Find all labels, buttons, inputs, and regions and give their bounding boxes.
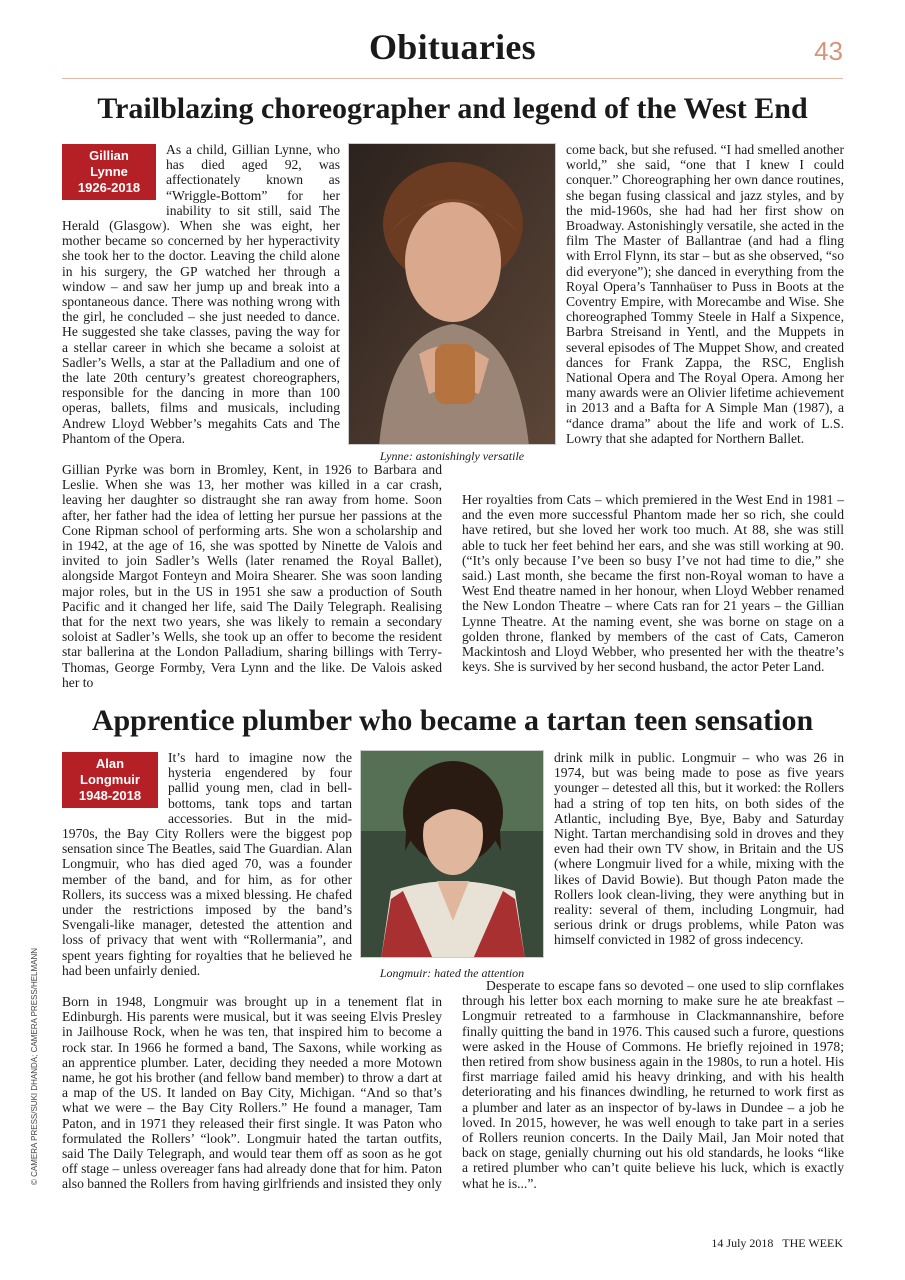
longmuir-portrait-photo bbox=[360, 750, 544, 958]
footer-date: 14 July 2018 bbox=[711, 1236, 774, 1250]
section-title: Obituaries bbox=[368, 27, 536, 67]
header-rule bbox=[62, 78, 843, 79]
footer bbox=[711, 1236, 843, 1251]
article1-photo-caption: Lynne: astonishingly versatile bbox=[379, 449, 525, 463]
badge-surname: Longmuir bbox=[80, 772, 140, 787]
badge-years: 1948-2018 bbox=[78, 788, 142, 803]
article2-paragraph-4: Desperate to escape fans so devoted – one used to slip cornflakes through his letter box each morning to make sure he ate breakfast – Longmuir retreated to a farmhouse in Clackmannanshire, before finally quitting the band in 1976. This caused such a furore, questions were asked in the House of Commons. He briefly rejoined in 1978; then retired from show business again in the 1980s, to run a hotel. His first marriage failed amid his heavy drinking, and with his health deteriorating and his finances dwindling, he returned to work first as a plumber and later as an inspector of by-laws in Dundee – a job he loved. In 2015, however, he was well enough to take part in a series of Rollers reunion concerts. In the Daily Mail, Jan Moir noted that back on stage, genially churning out his old standards, he looks “like a retired plumber who can’t quite believe his luck, which is exactly what he is...”. bbox=[462, 978, 844, 1191]
article2-photo-caption: Longmuir: hated the attention bbox=[379, 966, 525, 980]
article2-paragraph-1: It’s hard to imagine now the hysteria engendered by four pallid young men, clad in bell-bottoms, tank tops and tartan accessories. But in the mid-1970s, the Bay City Rollers were the biggest pop sensation since The Beatles, said The Guardian. Alan Longmuir, who has died aged 70, was a founder member of the band, and for him, as for other Rollers, its success was a mixed blessing. He chafed under the restrictions imposed by the band’s Svengali-like manager, detested the attention and loss of privacy that went with “Rollermania”, and spent years fighting for royalties that he believed he had been unfairly denied. bbox=[62, 750, 352, 978]
badge-years: 1926-2018 bbox=[77, 180, 141, 195]
article1-headline: Trailblazing choreographer and legend of the West End bbox=[97, 92, 808, 125]
article2-paragraph-2: Born in 1948, Longmuir was brought up in a tenement flat in Edinburgh. His parents were musical, but it was seeing Elvis Presley in Jailhouse Rock, when he was ten, that inspired him to become a rock star. In 1966 he formed a band, The Saxons, while working as an apprentice plumber. Later, deciding they needed a more Motown name, he got his brother (and fellow band member) to throw a dart at a map of the US. It landed on Bay City, Michigan. “And so that’s what we were – the Bay City Rollers.” He found a manager, Tam Paton, and in 1971 they released their first single. It was Paton who formulated the Rollers’ “look”. Longmuir hated the tartan outfits, said The Daily Telegraph, and would tear them off as soon as he got off stage – unless overeager fans had already done that for him. Paton also banned the Rollers from having girlfriends and insisted they only bbox=[62, 994, 442, 1192]
badge-surname: Lynne bbox=[90, 164, 128, 179]
footer-publication: THE WEEK bbox=[782, 1236, 843, 1250]
article1-paragraph-4: Her royalties from Cats – which premiered in the West End in 1981 – and the even more successful Phantom made her so rich, she could have retired, but she loved her work too much. At 88, she was still able to tuck her feet behind her ears, and she was still working at 90. (“It’s only because I’ve been so busy I’ve not had time to die,” she said.) Last month, she became the first non-Royal woman to have a West End theatre named in her honour, when Lloyd Webber renamed the New London Theatre – where Cats ran for 21 years – the Gillian Lynne Theatre. At the naming event, she was borne on stage on a golden throne, flanked by members of the cast of Cats, Cameron Mackintosh and Lloyd Webber, who presented her with the theatre’s keys. She is survived by her second husband, the actor Peter Land. bbox=[462, 492, 844, 675]
photo-credit: © CAMERA PRESS/SUKI DHANDA; CAMERA PRESS/HELMANN bbox=[30, 947, 39, 1185]
badge-first-name: Gillian bbox=[89, 148, 129, 163]
portrait-illustration bbox=[349, 144, 556, 445]
article2-name-badge bbox=[62, 752, 158, 808]
article2-column-left bbox=[62, 750, 352, 982]
article1-name-badge bbox=[62, 144, 156, 200]
article2-paragraph-3: drink milk in public. Longmuir – who was 26 in 1974, but was being made to pose as five years younger – detested all this, but it worked: the Rollers had a string of top ten hits, on both sides of the Atlantic, including Bye, Bye, Baby and Saturday Night. Tartan merchandising sold in droves and they even had their own TV show, in Britain and the US (where Longmuir lived for a while, mixing with the likes of David Bowie). But though Paton made the Rollers look clean-living, they were anything but in reality: several of them, including Longmuir, had serious drink or drugs problems, while Paton was himself convicted in 1982 of gross indecency. bbox=[554, 750, 844, 948]
article1-paragraph-1: As a child, Gillian Lynne, who has died aged 92, was affectionately known as “Wriggle-Bottom” for her inability to sit still, said The Herald (Glasgow). When she was eight, her mother became so concerned by her hyperactivity she took her to the doctor. Leaving the child alone in his surgery, the GP watched her through a window – and saw her jump up and break into a spontaneous dance. There was nothing wrong with the girl, he concluded – she just needed to dance. He suggested she take classes, paving the way for a stellar career in which she became a soloist at Sadler’s Wells, a star at the Palladium and one of the late 20th century’s greatest choreographers, responsible for the dancing in more than 100 operas, ballets, films and musicals, including Andrew Lloyd Webber’s megahits Cats and The Phantom of the Opera. bbox=[62, 142, 340, 446]
portrait-illustration bbox=[361, 751, 544, 958]
lynne-portrait-photo bbox=[348, 143, 556, 445]
badge-first-name: Alan bbox=[95, 756, 125, 771]
article2-headline: Apprentice plumber who became a tartan teen sensation bbox=[91, 704, 814, 737]
article1-paragraph-3: come back, but she refused. “I had smelled another world,” she said, “one that I knew I could conquer.” Choreographing her own dance routines, she began fusing classical and jazz styles, and by the mid-1960s, she had had her first show on Broadway. Astonishingly versatile, she acted in the film The Master of Ballantrae (and had a fling with Errol Flynn, its star – but as she observed, “so did everyone”); she danced in everything from the Royal Opera’s Tannhaüser to Puss in Boots at the Coventry Empire, with Morecambe and Wise. She choreographed Tommy Steele in Half a Sixpence, Barbra Streisand in Yentl, and the Muppets in several episodes of The Muppet Show, and created dances for Frank Zappa, the RSC, English National Opera and The Royal Opera. Among her many awards were an Olivier lifetime achievement in 2013 and a Bafta for A Simple Man (1987), a “dance drama” about the life and work of L.S. Lowry that she adapted for Northern Ballet. bbox=[566, 142, 844, 446]
page-number: 43 bbox=[814, 36, 843, 66]
article1-paragraph-2: Gillian Pyrke was born in Bromley, Kent, in 1926 to Barbara and Leslie. When she was 13, her mother was killed in a car crash, leaving her daughter so distraught she ran away from home. Soon after, her father had the idea of letting her pursue her passions at the Cone Ripman school of performing arts. She won a scholarship and in 1942, at the age of 16, she was spotted by Ninette de Valois and invited to join Sadler’s Wells (later renamed the Royal Ballet), alongside Margot Fonteyn and Moira Shearer. She was soon landing major roles, but in the US in 1951 she saw a production of South Pacific and it changed her life, said The Daily Telegraph. Realising that for the next two years, she was likely to remain a secondary soloist at Sadler’s Wells, she took up an offer to become the resident star ballerina at the London Palladium, sharing billings with Terry-Thomas, George Formby, Vera Lynn and the like. De Valois asked her to bbox=[62, 462, 442, 690]
